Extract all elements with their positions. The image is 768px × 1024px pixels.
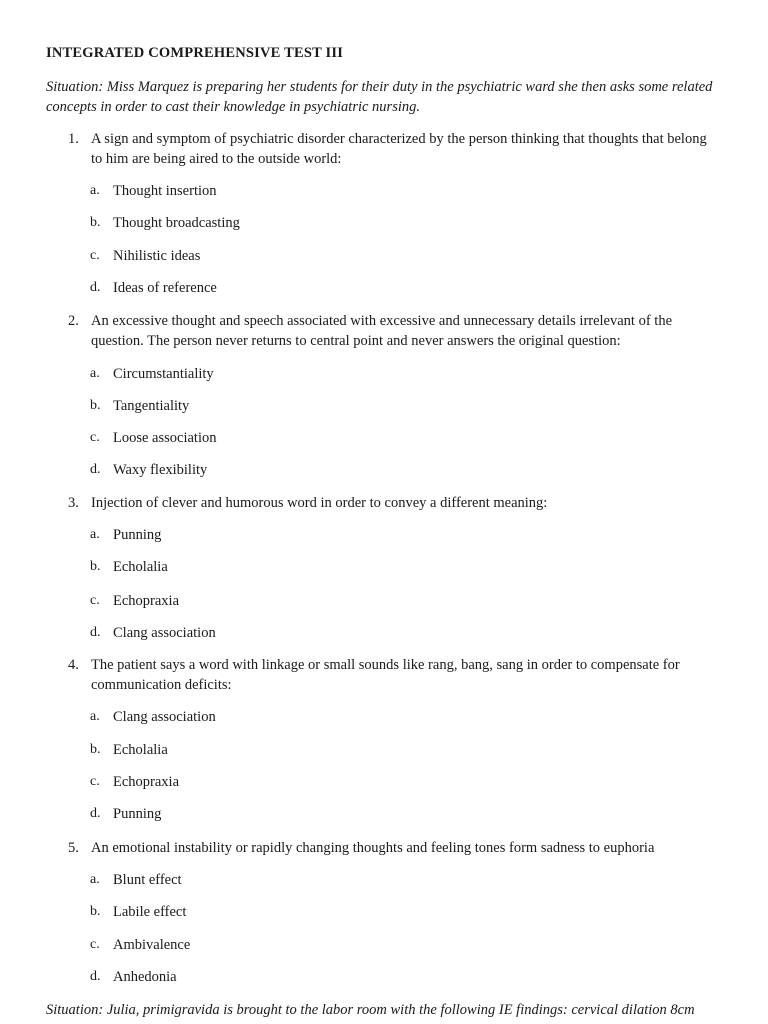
option-text: Labile effect xyxy=(113,904,187,920)
option-letter: a. xyxy=(90,366,100,381)
question-number: 5. xyxy=(68,840,79,856)
option-letter: c. xyxy=(90,248,100,263)
question-number: 2. xyxy=(68,313,79,329)
option-text: Loose association xyxy=(113,430,217,446)
question-text: The patient says a word with linkage or small sounds like rang, bang, sang in order to compensate for communication deficits: xyxy=(91,657,680,693)
option-letter: a. xyxy=(90,872,100,887)
option-text: Waxy flexibility xyxy=(113,462,208,478)
question-text: Injection of clever and humorous word in order to convey a different meaning: xyxy=(91,495,548,511)
option-letter: d. xyxy=(90,806,101,821)
option-text: Nihilistic ideas xyxy=(113,248,201,264)
question-text: An emotional instability or rapidly changing thoughts and feeling tones form sadness to euphoria xyxy=(91,840,655,856)
option-text: Clang association xyxy=(113,625,216,641)
page-title: INTEGRATED COMPREHENSIVE TEST III xyxy=(46,45,344,61)
option-letter: b. xyxy=(90,215,101,230)
option-letter: a. xyxy=(90,709,100,724)
option-text: Ambivalence xyxy=(113,937,191,953)
option-text: Blunt effect xyxy=(113,872,182,888)
option-text: Punning xyxy=(113,527,162,543)
option-letter: c. xyxy=(90,593,100,608)
option-letter: d. xyxy=(90,625,101,640)
question-text: An excessive thought and speech associated with excessive and unnecessary details irrelevant of the question. The person never returns to central point and never answers the original question: xyxy=(91,313,673,349)
option-text: Thought broadcasting xyxy=(113,215,240,231)
option-text: Circumstantiality xyxy=(113,366,214,382)
question-number: 3. xyxy=(68,495,79,511)
option-text: Echolalia xyxy=(113,742,168,758)
option-text: Anhedonia xyxy=(113,969,177,985)
option-text: Echopraxia xyxy=(113,774,180,790)
option-text: Thought insertion xyxy=(113,183,217,199)
option-letter: b. xyxy=(90,742,101,757)
option-letter: c. xyxy=(90,774,100,789)
option-text: Ideas of reference xyxy=(113,280,217,296)
option-letter: a. xyxy=(90,527,100,542)
option-text: Clang association xyxy=(113,709,216,725)
option-letter: b. xyxy=(90,904,101,919)
option-letter: d. xyxy=(90,280,101,295)
option-text: Echopraxia xyxy=(113,593,180,609)
option-letter: b. xyxy=(90,559,101,574)
option-text: Echolalia xyxy=(113,559,168,575)
option-letter: d. xyxy=(90,462,101,477)
situation-intro: Situation: Miss Marquez is preparing her students for their duty in the psychiatric ward she then asks some related concepts in order to cast their knowledge in psychiatric nursing. xyxy=(46,79,713,115)
option-letter: c. xyxy=(90,430,100,445)
question-number: 1. xyxy=(68,131,79,147)
option-letter: a. xyxy=(90,183,100,198)
situation-next: Situation: Julia, primigravida is brought to the labor room with the following IE findings: cervical dilation 8cm xyxy=(46,1002,695,1018)
option-letter: c. xyxy=(90,937,100,952)
option-text: Punning xyxy=(113,806,162,822)
option-text: Tangentiality xyxy=(113,398,190,414)
option-letter: b. xyxy=(90,398,101,413)
option-letter: d. xyxy=(90,969,101,984)
question-number: 4. xyxy=(68,657,79,673)
question-text: A sign and symptom of psychiatric disorder characterized by the person thinking that thoughts that belong to him are being aired to the outside world: xyxy=(91,131,707,167)
